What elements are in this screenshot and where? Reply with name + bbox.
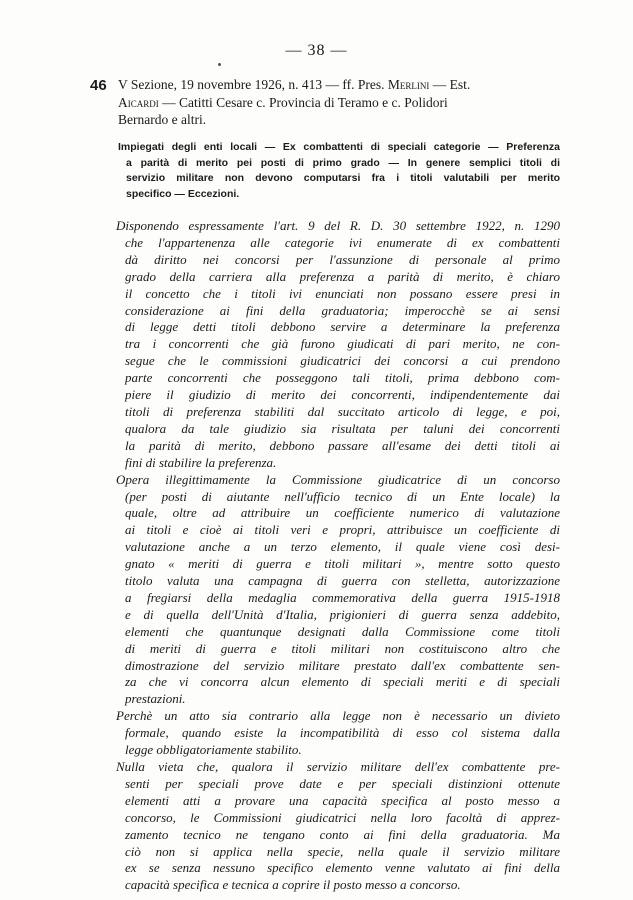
person-name: Merlini <box>387 77 430 92</box>
paragraph-line: elementi atti a provare una capacità specifica al posto messo a <box>125 792 560 808</box>
paragraph-line: fini di stabilire la preferenza. <box>125 454 277 470</box>
page-number: — 38 — <box>285 42 348 59</box>
paragraph-line: parte concorrenti che posseggono tali titoli, prima debbono com- <box>125 370 560 386</box>
header-line: V Sezione, 19 novembre 1926, n. 413 — ff. Pres. Merlini — Est. <box>118 77 471 92</box>
paragraph-line: dimostrazione del servizio militare prestato dall'ex combattente sen- <box>125 657 560 673</box>
paragraph-line: segue che le commissioni giudicatrici dei concorsi a cui prendono <box>125 353 560 369</box>
paragraph-line: prestazioni. <box>125 691 186 707</box>
paragraph-line: elementi che quantunque designati dalla Commissione come titoli <box>125 623 560 639</box>
paragraph-line: e di quella dell'Unità d'Italia, prigionieri di guerra senza addebito, <box>125 606 560 622</box>
paragraph-line: dà diritto nei concorsi per l'assunzione di personale al primo <box>125 251 560 267</box>
paragraph-line: che l'appartenenza alle categorie ivi enumerate di ex combattenti <box>125 234 560 250</box>
paragraph-line: ai titoli e cioè ai titoli veri e propri, attribuisce un coefficiente di <box>125 522 560 538</box>
paragraph-line: di meriti di guerra e titoli militari non costituiscono altro che <box>125 640 560 656</box>
paragraph-line: capacità specifica e tecnica a coprire il posto messo a concorso. <box>125 877 461 893</box>
paragraph-line: concorso, le Commissioni giudicatrici nella loro facoltà di apprez- <box>125 809 560 825</box>
paragraph-line: formale, quando esiste la incompatibilità di esso col sistema dalla <box>125 725 560 741</box>
paragraph-line: Opera illegittimamente la Commissione giudicatrice di un concorso <box>116 471 560 487</box>
paragraph-line: titolo valuta una campagna di guerra con stelletta, autorizzazione <box>125 573 560 589</box>
paragraph-line: (per posti di aiutante nell'ufficio tecnico di un Ente locale) la <box>125 488 560 504</box>
paragraph-line: ex se senza nessuno specifico elemento venne valutato ai fini della <box>125 860 560 876</box>
paragraph-line: la parità di merito, debbono passare all'esame dei detti titoli ai <box>125 437 560 453</box>
paragraph <box>116 218 560 472</box>
paragraph-line: Perchè un atto sia contrario alla legge non è necessario un divieto <box>116 708 560 724</box>
paragraph-line: senti per speciali prove date e per speciali distinzioni ottenute <box>125 775 560 791</box>
decision-body <box>116 218 560 894</box>
paragraph-line: tra i concorrenti che già furono giudicati di pari merito, ne con- <box>125 336 560 352</box>
paragraph-line: piere il giudizio di merito dei concorrenti, indipendentemente dai <box>125 387 560 403</box>
summary-heading <box>118 140 560 202</box>
paragraph-line: legge obbligatoriamente stabilito. <box>125 742 302 758</box>
summary-line: a parità di merito pei posti di primo grado — In genere semplici titoli di <box>126 156 560 169</box>
paragraph-line: titoli di preferenza stabiliti dal succitato articolo di legge, e poi, <box>125 403 560 419</box>
paragraph <box>116 472 560 709</box>
summary-line: specifico — Eccezioni. <box>126 187 240 200</box>
paragraph-line: a fregiarsi della medaglia commemorativa della guerra 1915-1918 <box>125 589 560 605</box>
header-line: Aicardi — Catitti Cesare c. Provincia di Teramo e c. Polidori <box>118 94 448 110</box>
decision-header <box>90 76 558 129</box>
paragraph <box>116 708 560 759</box>
paragraph-line: gnato « meriti di guerra e titoli militari », mentre sotto questo <box>125 556 560 572</box>
paragraph-line: Disponendo espressamente l'art. 9 del R. D. 30 settembre 1922, n. 1290 <box>116 218 560 233</box>
paragraph <box>116 759 560 894</box>
paragraph-line: grado della carriera alla preferenza a parità di merito, è chiaro <box>125 268 560 284</box>
paragraph-line: di legge detti titoli debbono servire a determinare la preferenza <box>125 319 560 335</box>
paragraph-line: zamento tecnico ne tengano conto ai fini della graduatoria. Ma <box>125 826 560 842</box>
paragraph-line: za che vi concorra alcun elemento di speciali meriti e di speciali <box>125 674 560 690</box>
paragraph-line: il concetto che i titoli ivi enunciati non possano essere presi in <box>125 285 560 301</box>
summary-line: servizio militare non devono computarsi fra i titoli valutabili per merito <box>126 172 560 185</box>
paragraph-line: valutazione anche a un terzo elemento, il quale viene così desi- <box>125 539 560 555</box>
person-name: Aicardi <box>118 94 159 110</box>
paragraph-line: Nulla vieta che, qualora il servizio militare dell'ex combattente pre- <box>116 759 560 774</box>
print-speck <box>218 63 221 66</box>
paragraph-line: quale, oltre ad attribuire un coefficiente numerico di valutazione <box>125 505 560 521</box>
summary-line: Impiegati degli enti locali — Ex combattenti di speciali categorie — Preferenza <box>118 141 560 153</box>
paragraph-line: considerazione ai fini della graduatoria; imperocchè se ai sensi <box>125 302 560 318</box>
case-number: 46 <box>90 77 107 94</box>
header-line: Bernardo e altri. <box>118 112 207 127</box>
paragraph-line: ciò non si applica nella specie, nella quale il servizio militare <box>125 843 560 859</box>
paragraph-line: qualora da tale giudizio sia risultata per taluni dei concorrenti <box>125 420 560 436</box>
